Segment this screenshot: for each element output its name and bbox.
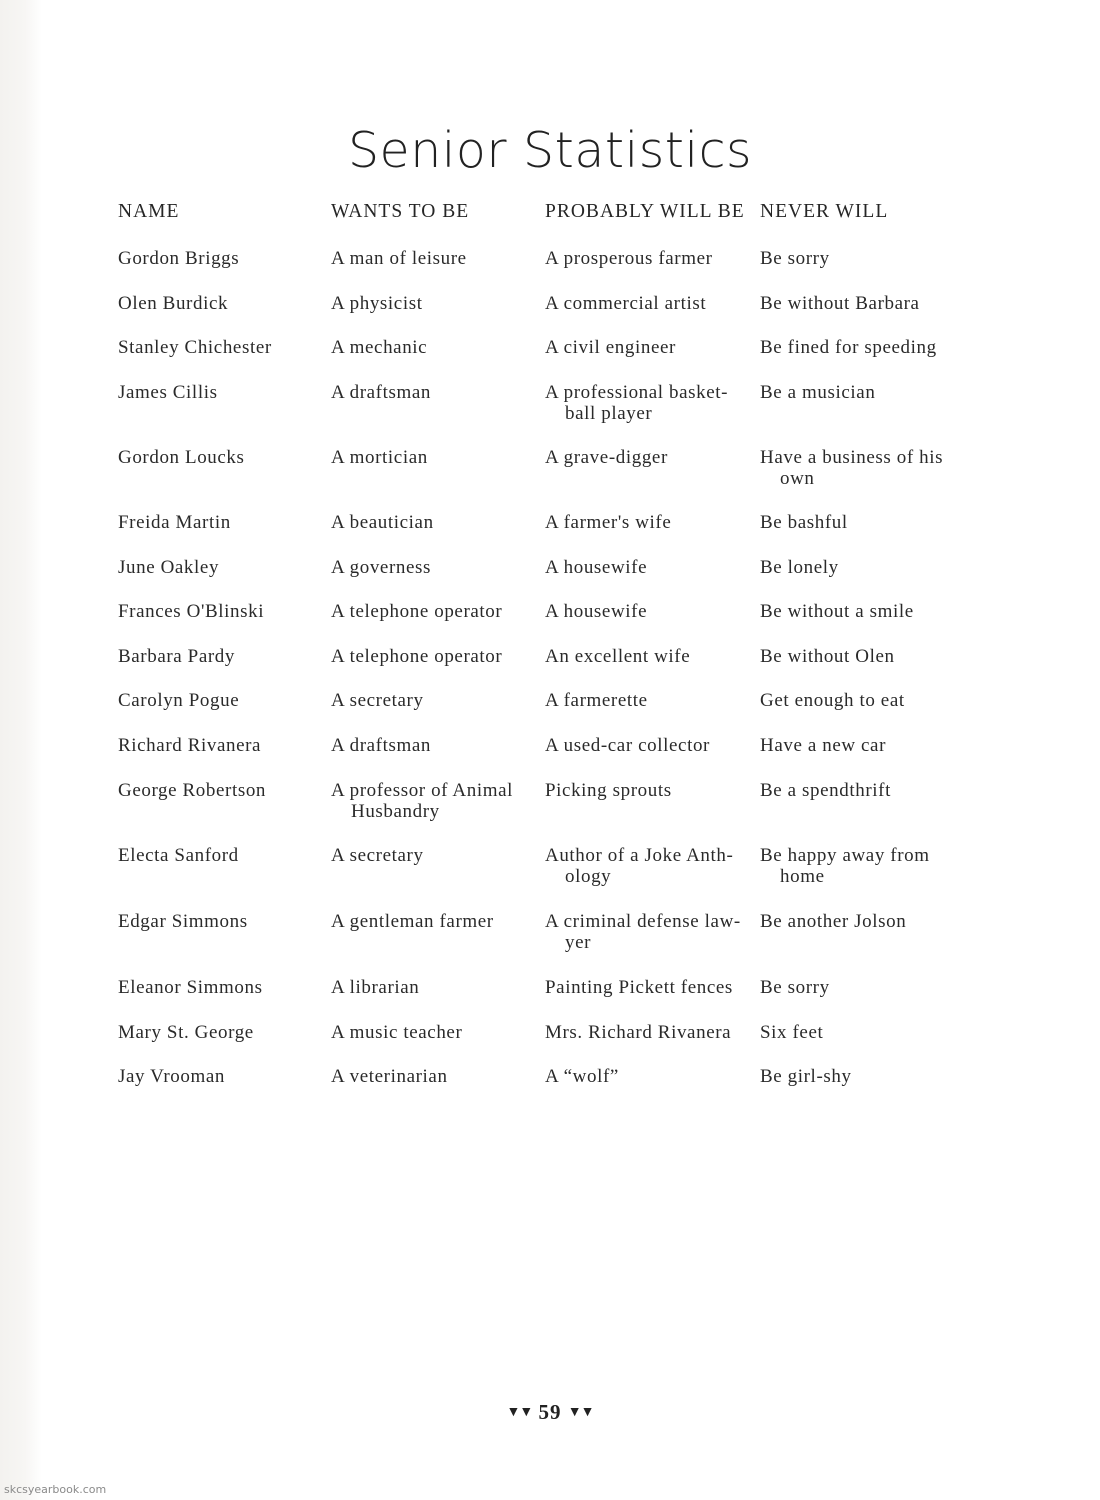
cell-line: Mrs. Richard Rivanera [545, 1022, 732, 1043]
table-row [0, 845, 1100, 905]
row-wants-to-be [331, 512, 546, 533]
cell-line: Jay Vrooman [118, 1066, 225, 1087]
cell-line: A farmerette [545, 690, 648, 711]
row-wants-to-be [331, 735, 546, 756]
cell-line: A governess [331, 557, 432, 578]
row-name [118, 248, 318, 269]
cell-line: Be sorry [760, 248, 830, 269]
footer-ornament-left: ▼▼ [506, 1405, 533, 1420]
cell-line: A secretary [331, 690, 424, 711]
cell-line: Have a new car [760, 735, 887, 756]
row-never-will [760, 911, 990, 932]
cell-line: Author of a Joke Anth- [545, 845, 734, 866]
cell-line: A professional basket- [545, 382, 729, 403]
row-probably-will-be [545, 977, 757, 998]
table-row [0, 382, 1100, 442]
cell-line: A mortician [331, 447, 428, 468]
page-number: 59 [538, 1400, 562, 1424]
row-never-will [760, 337, 990, 358]
cell-line: An excellent wife [545, 646, 691, 667]
row-wants-to-be [331, 977, 546, 998]
row-name [118, 447, 318, 468]
row-probably-will-be [545, 447, 757, 468]
table-row [0, 911, 1100, 971]
row-name [118, 557, 318, 578]
cell-line: Eleanor Simmons [118, 977, 263, 998]
row-wants-to-be [331, 780, 546, 822]
cell-line: Carolyn Pogue [118, 690, 240, 711]
cell-line: A telephone operator [331, 646, 503, 667]
row-probably-will-be [545, 646, 757, 667]
row-probably-will-be [545, 337, 757, 358]
cell-line: Be girl-shy [760, 1066, 852, 1087]
cell-line: Freida Martin [118, 512, 231, 533]
row-name [118, 1066, 318, 1087]
cell-line: A draftsman [331, 735, 431, 756]
row-name [118, 690, 318, 711]
row-never-will [760, 690, 990, 711]
cell-line: Painting Pickett fences [545, 977, 733, 998]
cell-line: A civil engineer [545, 337, 676, 358]
row-probably-will-be [545, 690, 757, 711]
cell-line: Be without Olen [760, 646, 895, 667]
cell-line: A telephone operator [331, 601, 503, 622]
cell-line: Edgar Simmons [118, 911, 248, 932]
row-never-will [760, 248, 990, 269]
cell-line: A housewife [545, 557, 648, 578]
cell-line: Gordon Loucks [118, 447, 245, 468]
cell-line: A housewife [545, 601, 648, 622]
row-probably-will-be [545, 780, 757, 801]
cell-line: Picking sprouts [545, 780, 672, 801]
cell-line: A veterinarian [331, 1066, 448, 1087]
cell-line: Be happy away from [760, 845, 930, 866]
row-name [118, 735, 318, 756]
table-row [0, 780, 1100, 840]
cell-line-continued: home [780, 866, 825, 887]
row-wants-to-be [331, 601, 546, 622]
cell-line-continued: yer [565, 932, 592, 953]
cell-line: Be without Barbara [760, 293, 920, 314]
table-row [0, 1066, 1100, 1126]
header-probably-will-be: PROBABLY WILL BE [545, 201, 745, 222]
row-never-will [760, 1066, 990, 1087]
cell-line: A physicist [331, 293, 423, 314]
cell-line: A gentleman farmer [331, 911, 494, 932]
cell-line: Electa Sanford [118, 845, 239, 866]
row-name [118, 977, 318, 998]
cell-line: Be lonely [760, 557, 839, 578]
cell-line: George Robertson [118, 780, 267, 801]
row-probably-will-be [545, 735, 757, 756]
row-never-will [760, 977, 990, 998]
footer-ornament-right: ▼▼ [567, 1405, 594, 1420]
row-wants-to-be [331, 1022, 546, 1043]
row-wants-to-be [331, 447, 546, 468]
row-never-will [760, 447, 990, 489]
cell-line: A librarian [331, 977, 420, 998]
cell-line: A secretary [331, 845, 424, 866]
cell-line: A commercial artist [545, 293, 707, 314]
cell-line: A man of leisure [331, 248, 467, 269]
cell-line: A draftsman [331, 382, 431, 403]
row-never-will [760, 646, 990, 667]
row-wants-to-be [331, 382, 546, 403]
header-wants-to-be: WANTS TO BE [331, 201, 470, 222]
row-probably-will-be [545, 911, 757, 953]
header-name: NAME [118, 201, 180, 222]
row-name [118, 601, 318, 622]
row-wants-to-be [331, 293, 546, 314]
row-probably-will-be [545, 557, 757, 578]
row-probably-will-be [545, 293, 757, 314]
cell-line: Be fined for speeding [760, 337, 937, 358]
cell-line-continued: own [780, 468, 815, 489]
row-never-will [760, 780, 990, 801]
cell-line: A beautician [331, 512, 434, 533]
row-probably-will-be [545, 1022, 757, 1043]
cell-line: Frances O'Blinski [118, 601, 265, 622]
row-wants-to-be [331, 337, 546, 358]
row-wants-to-be [331, 690, 546, 711]
row-name [118, 382, 318, 403]
cell-line: Mary St. George [118, 1022, 254, 1043]
cell-line: Have a business of his [760, 447, 944, 468]
cell-line: A prosperous farmer [545, 248, 713, 269]
cell-line: A used-car collector [545, 735, 710, 756]
header-never-will: NEVER WILL [760, 201, 889, 222]
cell-line: Stanley Chichester [118, 337, 272, 358]
cell-line-continued: Husbandry [351, 801, 440, 822]
cell-line: Six feet [760, 1022, 824, 1043]
cell-line: Get enough to eat [760, 690, 905, 711]
row-name [118, 911, 318, 932]
row-name [118, 337, 318, 358]
cell-line: Be another Jolson [760, 911, 907, 932]
table-row [0, 447, 1100, 507]
cell-line: Be without a smile [760, 601, 914, 622]
watermark: skcsyearbook.com [4, 1483, 107, 1496]
cell-line: A grave-digger [545, 447, 668, 468]
row-never-will [760, 601, 990, 622]
row-never-will [760, 735, 990, 756]
cell-line: Be a spendthrift [760, 780, 891, 801]
cell-line: A mechanic [331, 337, 428, 358]
row-never-will [760, 512, 990, 533]
row-never-will [760, 382, 990, 403]
cell-line: A music teacher [331, 1022, 463, 1043]
row-wants-to-be [331, 557, 546, 578]
cell-line: June Oakley [118, 557, 220, 578]
row-name [118, 845, 318, 866]
row-probably-will-be [545, 248, 757, 269]
row-wants-to-be [331, 248, 546, 269]
row-name [118, 512, 318, 533]
cell-line: Olen Burdick [118, 293, 229, 314]
cell-line: James Cillis [118, 382, 218, 403]
cell-line: Richard Rivanera [118, 735, 262, 756]
row-never-will [760, 557, 990, 578]
cell-line: Be bashful [760, 512, 848, 533]
cell-line: A farmer's wife [545, 512, 672, 533]
page-title: Senior Statistics [347, 122, 753, 179]
cell-line: Be a musician [760, 382, 876, 403]
cell-line: Barbara Pardy [118, 646, 236, 667]
row-name [118, 1022, 318, 1043]
row-wants-to-be [331, 1066, 546, 1087]
cell-line: Gordon Briggs [118, 248, 240, 269]
row-never-will [760, 845, 990, 887]
row-wants-to-be [331, 646, 546, 667]
row-probably-will-be [545, 1066, 757, 1087]
row-probably-will-be [545, 382, 757, 424]
row-probably-will-be [545, 512, 757, 533]
row-probably-will-be [545, 601, 757, 622]
row-never-will [760, 1022, 990, 1043]
row-name [118, 646, 318, 667]
cell-line: A criminal defense law- [545, 911, 741, 932]
row-wants-to-be [331, 845, 546, 866]
cell-line: A professor of Animal [331, 780, 513, 801]
cell-line-continued: ball player [565, 403, 653, 424]
row-name [118, 293, 318, 314]
row-wants-to-be [331, 911, 546, 932]
row-never-will [760, 293, 990, 314]
cell-line: A “wolf” [545, 1066, 619, 1087]
cell-line: Be sorry [760, 977, 830, 998]
row-name [118, 780, 318, 801]
page-number-footer [0, 1400, 1100, 1425]
row-probably-will-be [545, 845, 757, 887]
cell-line-continued: ology [565, 866, 612, 887]
